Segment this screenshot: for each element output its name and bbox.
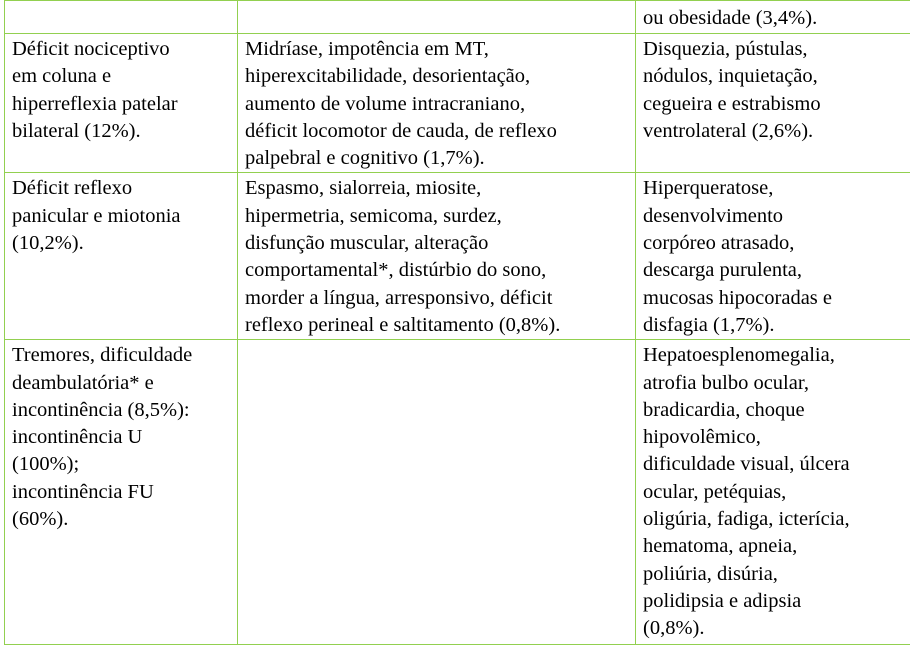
table-cell: [5, 1, 238, 34]
table-row: [5, 1, 910, 34]
table-cell: ou obesidade (3,4%).: [636, 1, 910, 34]
table-cell: Espasmo, sialorreia, miosite, hipermetria, semicoma, surdez, disfunção muscular, alteração comportamental*, distúrbio do sono, morder a língua, arresponsivo, déficit reflexo perineal e saltitamento (0,8%).: [238, 173, 636, 340]
table-row: [5, 34, 910, 173]
table-cell: Déficit nociceptivo em coluna e hiperreflexia patelar bilateral (12%).: [5, 34, 238, 173]
table-cell: Midríase, impotência em MT, hiperexcitabilidade, desorientação, aumento de volume intracraniano, déficit locomotor de cauda, de reflexo palpebral e cognitivo (1,7%).: [238, 34, 636, 173]
table-cell: [238, 340, 636, 645]
table-cell: Déficit reflexo panicular e miotonia (10,2%).: [5, 173, 238, 340]
table-cell: [238, 1, 636, 34]
findings-table: [4, 0, 910, 645]
table-row: [5, 340, 910, 645]
table-cell: Hiperqueratose, desenvolvimento corpóreo atrasado, descarga purulenta, mucosas hipocoradas e disfagia (1,7%).: [636, 173, 910, 340]
table-cell: Disquezia, pústulas, nódulos, inquietação, cegueira e estrabismo ventrolateral (2,6%).: [636, 34, 910, 173]
table-cell: Tremores, dificuldade deambulatória* e incontinência (8,5%): incontinência U (100%); incontinência FU (60%).: [5, 340, 238, 645]
table-row: [5, 173, 910, 340]
table-cell: Hepatoesplenomegalia, atrofia bulbo ocular, bradicardia, choque hipovolêmico, dificuldade visual, úlcera ocular, petéquias, oligúria, fadiga, icterícia, hematoma, apneia, poliúria, disúria, polidipsia e adipsia (0,8%).: [636, 340, 910, 645]
